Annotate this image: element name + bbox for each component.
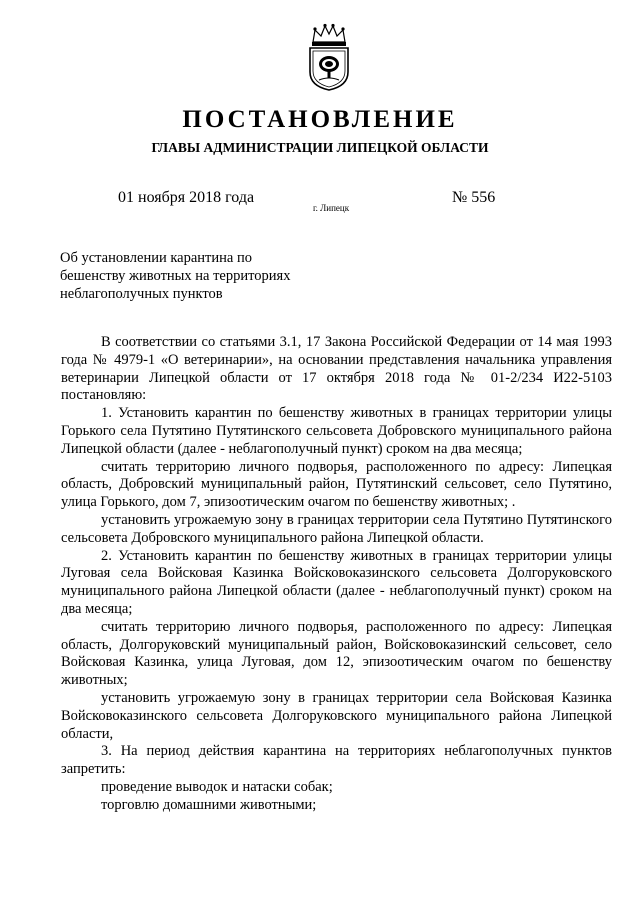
document-subtitle: ГЛАВЫ АДМИНИСТРАЦИИ ЛИПЕЦКОЙ ОБЛАСТИ [151,140,489,155]
document-city: г. Липецк [313,203,350,213]
clause-3-item: торговлю домашними животными; [101,796,317,813]
clause-3: 3. На период действия карантина на территориях неблагополучных пунктов запретить: [61,743,612,778]
subject-line: Об установлении карантина по [60,250,252,266]
clause-1-zone: установить угрожаемую зону в границах территории села Путятино Путятинского сельсовета Добровского муниципального района Липецкой области. [61,511,612,546]
clause-1: 1. Установить карантин по бешенству животных в границах территории улицы Горького села Путятино Путятинского сельсовета Добровского муниципального района Липецкой области (далее - неблагополучный пункт) сроком на два месяца; [61,405,612,457]
preamble-paragraph: В соответствии со статьями 3.1, 17 Закона Российской Федерации от 14 мая 1993 года № 4979-1 «О ветеринарии», на основании представления начальника управления ветеринарии Липецкой области от 17 октября 2018 года № 01-2/234 И22-5103 постановляю: [61,334,612,404]
subject-line: бешенству животных на территориях [60,268,291,284]
clause-2-focus: считать территорию личного подворья, расположенного по адресу: Липецкая область, Долгоруковский муниципальный район, Войсковоказинский сельсовет, село Войсковая Казинка, улица Луговая, дом 12, эпизоотическим очагом по бешенству животных; [61,618,612,689]
document-body [61,334,612,815]
document-title: ПОСТАНОВЛЕНИЕ [182,106,458,133]
document-subject [60,249,290,303]
document-date: 01 ноября 2018 года [118,189,255,206]
coat-of-arms-icon [305,22,353,92]
clause-3-item: проведение выводок и натаски собак; [101,778,333,795]
clause-1-focus: считать территорию личного подворья, расположенного по адресу: Липецкая область, Добровский муниципальный район, Путятинский сельсовет, село Путятино, улица Горького, дом 7, эпизоотическим очагом по бешенству животных; . [61,458,612,511]
clause-2: 2. Установить карантин по бешенству животных в границах территории улицы Луговая села Войсковая Казинка Войсковоказинского сельсовета Долгоруковского муниципального района Липецкой области (далее - неблагополучный пункт) сроком на два месяца; [61,547,612,617]
clause-2-zone: установить угрожаемую зону в границах территории села Войсковая Казинка Войсковоказинского сельсовета Долгоруковского муниципального района Липецкой области, [61,689,612,742]
document-number: № 556 [452,189,496,206]
subject-line: неблагополучных пунктов [60,286,223,302]
